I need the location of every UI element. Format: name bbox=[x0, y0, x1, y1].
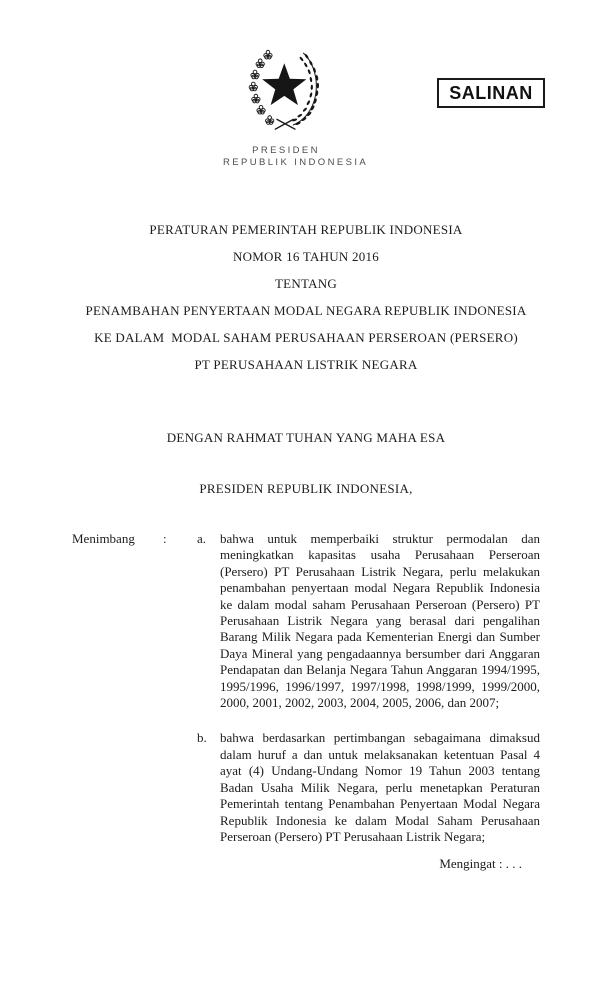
issuer-line: PRESIDEN REPUBLIK INDONESIA, bbox=[199, 481, 413, 496]
regulation-title-line: PERATURAN PEMERINTAH REPUBLIK INDONESIA bbox=[149, 222, 463, 237]
considering-item-a bbox=[197, 531, 540, 711]
menimbang-label: Menimbang bbox=[72, 531, 135, 546]
regulation-title-block bbox=[0, 216, 612, 378]
menimbang-colon: : bbox=[163, 531, 167, 546]
considering-item-b bbox=[197, 730, 540, 845]
considering-section bbox=[72, 531, 540, 873]
presidential-star-wreath-emblem-icon bbox=[223, 46, 349, 132]
item-letter-a: a. bbox=[197, 531, 207, 546]
tentang-label: TENTANG bbox=[274, 276, 338, 291]
invocation-line: DENGAN RAHMAT TUHAN YANG MAHA ESA bbox=[166, 430, 446, 445]
catchword-mengingat: Mengingat : . . . bbox=[439, 856, 522, 872]
letterhead-presiden: PRESIDEN bbox=[252, 145, 320, 156]
item-letter-b: b. bbox=[197, 730, 207, 746]
item-text-a: bahwa untuk memperbaiki struktur permodalan dan meningkatkan kapasitas usaha Perusahaan Perseroan (Persero) PT Perusahaan Listrik Negara, perlu melakukan penambahan penyertaan modal Negara Republik Indonesia ke dalam modal saham Perusahaan Perseroan (Persero) PT Perusahaan Listrik Negara yang berasal dari pengalihan Barang Milik Negara pada Kementerian Energi dan Sumber Daya Mineral yang pengadaannya bersumber dari Anggaran Pendapatan dan Belanja Negara Tahun Anggaran 1994/1995, 1995/1996, 1996/1997, 1997/1998, 1998/1999, 1999/2000, 2000, 2001, 2002, 2003, 2004, 2005, 2006, dan 2007; bbox=[220, 531, 540, 711]
subject-line-2: KE DALAM MODAL SAHAM PERUSAHAAN PERSEROAN (PERSERO) bbox=[94, 330, 518, 345]
regulation-number-line: NOMOR 16 TAHUN 2016 bbox=[232, 249, 380, 264]
salinan-stamp: SALINAN bbox=[437, 78, 545, 108]
item-text-b: bahwa berdasarkan pertimbangan sebagaimana dimaksud dalam huruf a dan untuk melaksanakan ketentuan Pasal 4 ayat (4) Undang-Undang Nomor 19 Tahun 2003 tentang Badan Usaha Milik Negara, perlu menetapkan Peraturan Pemerintah tentang Penambahan Penyertaan Modal Negara Republik Indonesia ke dalam Modal Saham Perusahaan Perseroan (Persero) PT Perusahaan Listrik Negara; bbox=[220, 730, 540, 844]
letterhead bbox=[223, 46, 369, 169]
subject-line-3: PT PERUSAHAAN LISTRIK NEGARA bbox=[194, 357, 418, 372]
letterhead-republik-indonesia: REPUBLIK INDONESIA bbox=[223, 157, 369, 168]
subject-line-1: PENAMBAHAN PENYERTAAN MODAL NEGARA REPUBLIK INDONESIA bbox=[85, 303, 527, 318]
